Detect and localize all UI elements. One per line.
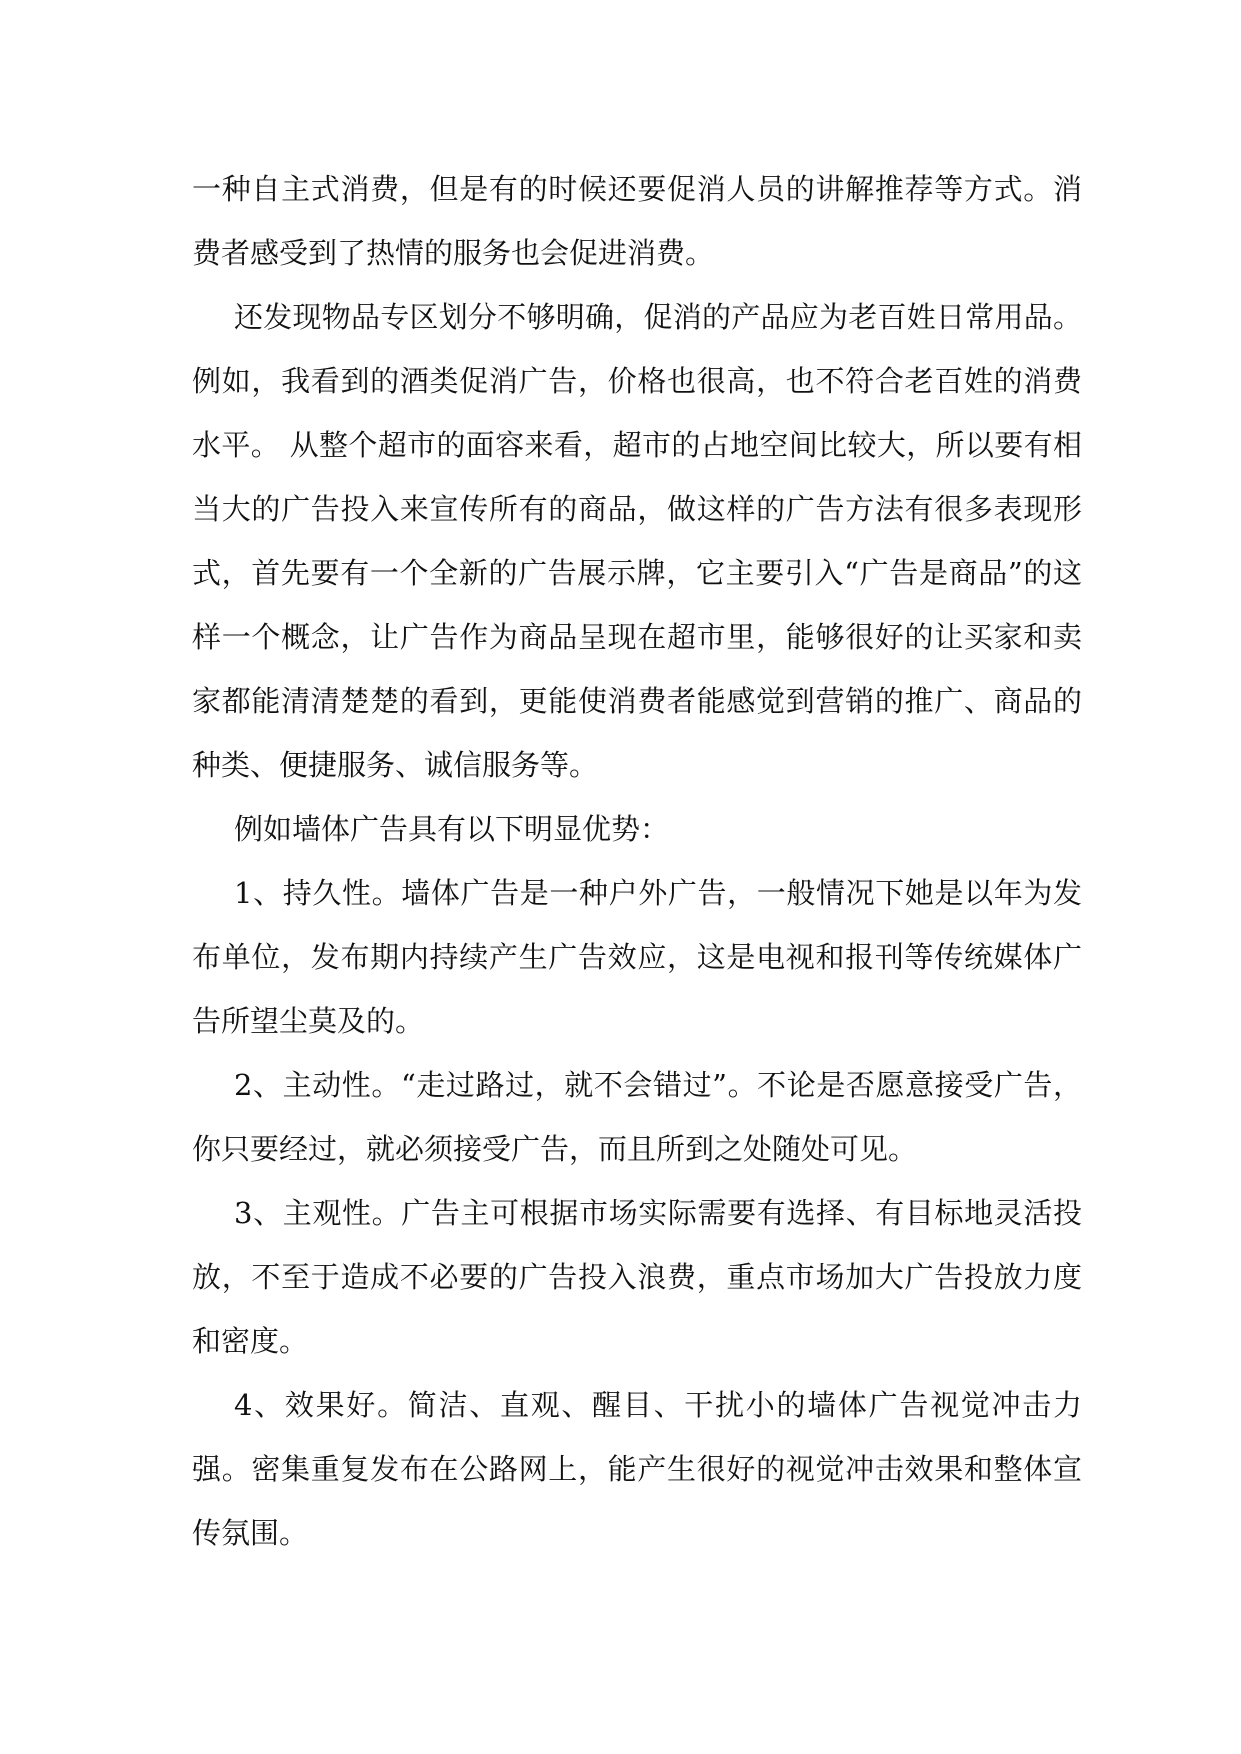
paragraph-wall-ad-intro: 例如墙体广告具有以下明显优势： xyxy=(234,812,670,846)
list-item-proactivity: 2、主动性。“走过路过，就不会错过”。不论是否愿意接受广告，你只要经过，就必须接受广告，而且所到之处随处可见。 xyxy=(192,1068,1082,1166)
list-item-subjectivity: 3、主观性。广告主可根据市场实际需要有选择、有目标地灵活投放，不至于造成不必要的广告投入浪费，重点市场加大广告投放力度和密度。 xyxy=(192,1196,1082,1358)
list-item-effectiveness: 4、效果好。简洁、直观、醒目、干扰小的墙体广告视觉冲击力强。密集重复发布在公路网上，能产生很好的视觉冲击效果和整体宣传氛围。 xyxy=(192,1388,1082,1550)
body-text xyxy=(192,157,1082,1565)
paragraph-product-zones: 还发现物品专区划分不够明确，促消的产品应为老百姓日常用品。例如，我看到的酒类促消广告，价格也很高，也不符合老百姓的消费水平。 从整个超市的面容来看，超市的占地空间比较大，所以要有相当大的广告投入来宣传所有的商品，做这样的广告方法有很多表现形式，首先要有一个全新的广告展示牌，它主要引入“广告是商品”的这样一个概念，让广告作为商品呈现在超市里，能够很好的让买家和卖家都能清清楚楚的看到，更能使消费者能感觉到营销的推广、商品的种类、便捷服务、诚信服务等。 xyxy=(192,300,1082,782)
paragraph-continuation: 一种自主式消费，但是有的时候还要促消人员的讲解推荐等方式。消费者感受到了热情的服务也会促进消费。 xyxy=(192,172,1082,270)
list-item-durability: 1、持久性。墙体广告是一种户外广告，一般情况下她是以年为发布单位，发布期内持续产生广告效应，这是电视和报刊等传统媒体广告所望尘莫及的。 xyxy=(192,876,1082,1038)
